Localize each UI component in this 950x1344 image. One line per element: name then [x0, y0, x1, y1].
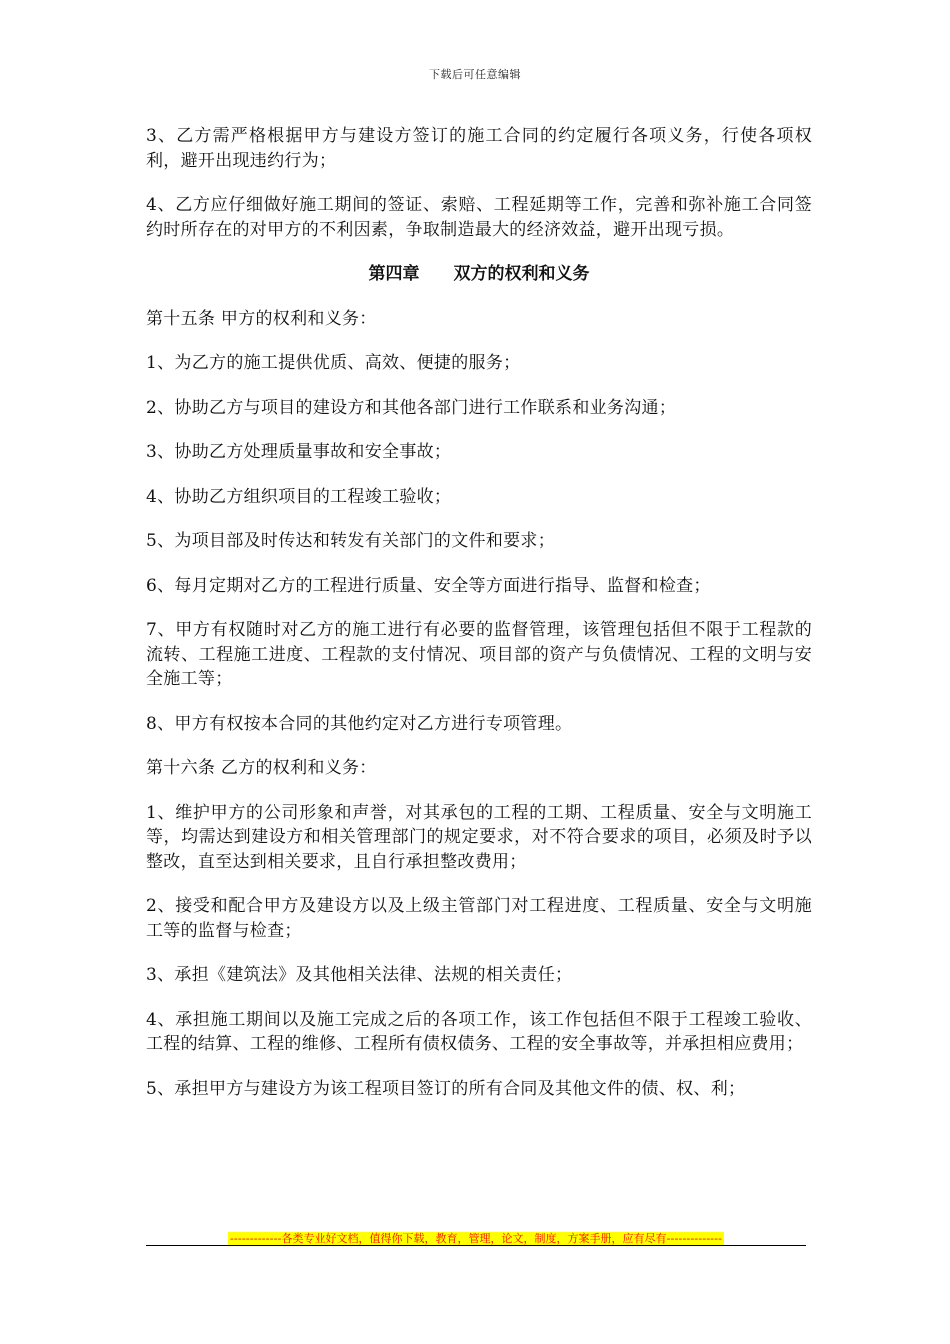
article-heading: 第十五条 甲方的权利和义务： — [146, 308, 377, 329]
list-item: 3、协助乙方处理质量事故和安全事故； — [146, 442, 452, 462]
chapter-number: 第四章 — [368, 264, 420, 284]
list-item: 2、接受和配合甲方及建设方以及上级主管部门对工程进度、工程质量、安全与文明施工等的监督与检查； — [146, 896, 812, 941]
footer-divider — [146, 1245, 806, 1246]
footer-banner — [160, 1227, 792, 1246]
document-body — [146, 124, 812, 1121]
list-item: 6、每月定期对乙方的工程进行质量、安全等方面进行指导、监督和检查； — [146, 575, 711, 596]
list-item: 7、甲方有权随时对乙方的施工进行有必要的监督管理，该管理包括但不限于工程款的流转、工程施工进度、工程款的支付情况、项目部的资产与负债情况、工程的文明与安全施工等； — [146, 620, 812, 689]
chapter-title — [146, 262, 812, 287]
footer-banner-text: -------------各类专业好文档，值得你下载，教育，管理，论文，制度，方案手册，应有尽有-------------- — [229, 1232, 723, 1245]
list-item: 5、承担甲方与建设方为该工程项目签订的所有合同及其他文件的债、权、利； — [146, 1078, 746, 1099]
page-header-note: 下载后可任意编辑 — [429, 68, 521, 81]
chapter-name: 双方的权利和义务 — [453, 264, 590, 284]
list-item: 5、为项目部及时传达和转发有关部门的文件和要求； — [146, 531, 556, 551]
list-item: 1、维护甲方的公司形象和声誉，对其承包的工程的工期、工程质量、安全与文明施工等，均需达到建设方和相关管理部门的规定要求，对不符合要求的项目，必须及时予以整改，直至达到相关要求，且自行承担整改费用； — [146, 802, 812, 872]
list-item: 2、协助乙方与项目的建设方和其他各部门进行工作联系和业务沟通； — [146, 397, 677, 418]
paragraph: 3、乙方需严格根据甲方与建设方签订的施工合同的约定履行各项义务，行使各项权利，避开出现违约行为； — [146, 126, 812, 171]
list-item: 4、承担施工期间以及施工完成之后的各项工作，该工作包括但不限于工程竣工验收、工程的结算、工程的维修、工程所有债权债务、工程的安全事故等，并承担相应费用； — [146, 1009, 812, 1054]
article-heading: 第十六条 乙方的权利和义务： — [146, 758, 377, 778]
paragraph: 4、乙方应仔细做好施工期间的签证、索赔、工程延期等工作，完善和弥补施工合同签约时所存在的对甲方的不利因素，争取制造最大的经济效益，避开出现亏损。 — [146, 195, 812, 240]
list-item: 4、协助乙方组织项目的工程竣工验收； — [146, 486, 452, 507]
list-item: 3、承担《建筑法》及其他相关法律、法规的相关责任； — [146, 965, 573, 985]
list-item: 1、为乙方的施工提供优质、高效、便捷的服务； — [146, 353, 521, 373]
list-item: 8、甲方有权按本合同的其他约定对乙方进行专项管理。 — [146, 713, 573, 734]
